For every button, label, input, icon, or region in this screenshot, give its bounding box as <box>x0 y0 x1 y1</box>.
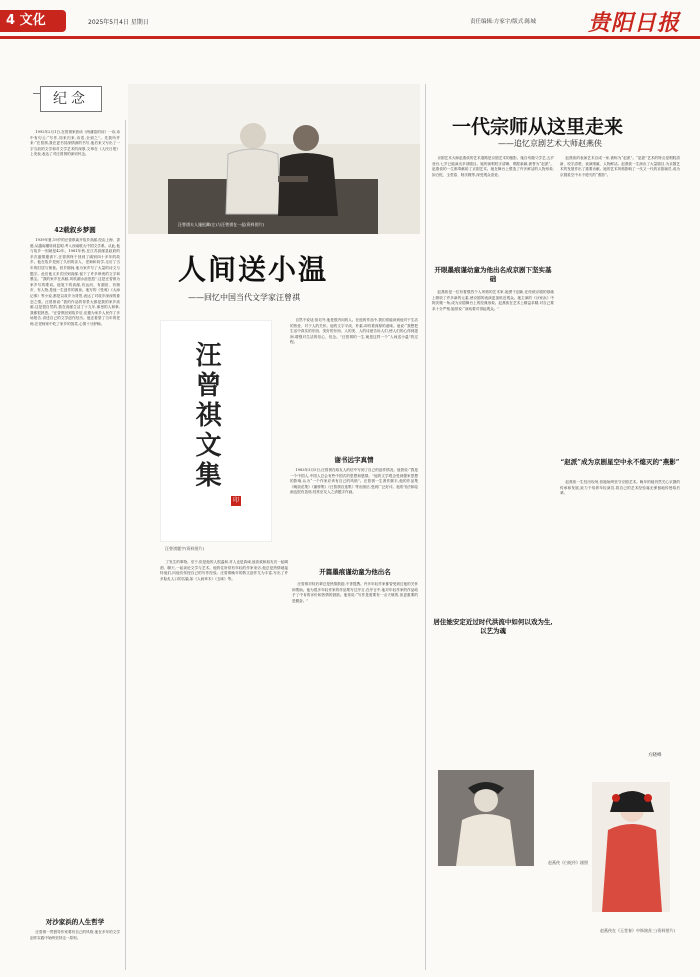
calligraphy-caption: 汪曾祺题字(资料图片) <box>165 546 205 551</box>
column-rule <box>125 120 126 970</box>
body-paragraph: 赵燕侠一生经历坎坷,但她始终坚守京剧艺术。晚年的她仍然关心京剧的传承和发展,致力于培养年轻演员,将自己的艺术经验毫无保留地传授给后辈。 <box>560 480 680 496</box>
couple-photo-illustration <box>128 84 420 234</box>
right-article-body-1 <box>432 156 554 260</box>
calligraphy-image <box>160 320 272 542</box>
opera-photo-2-illustration <box>592 782 670 912</box>
left-article-body <box>30 238 120 900</box>
page-number-badge: 4 文化 <box>0 10 66 32</box>
body-paragraph: 赵燕侠是一位有着强烈个人风格的艺术家,她勇于创新,在传统京剧的基础上吸收了许多新的元素,使京剧的表演更加贴近观众。她主演的《沙家浜》中阿庆嫂一角,成为京剧舞台上的经典形象。赵燕侠在艺术上精益求精,对自己要求十分严格,她常说:“演戏要对得起观众。” <box>432 290 554 311</box>
main-subtitle: ——回忆中国当代文学家汪曾祺 <box>188 293 300 302</box>
opera-photo-1 <box>438 770 534 866</box>
left-article-intro <box>30 130 120 225</box>
body-paragraph: 自然不说话;但另外,他是很内向的人。在他的作品中,我们常能读到他对于生活的热爱、对于人的关怀。他的文字平淡、朴素,却有着深厚的意味。他说:“我想把生活中真实的东西、美好的东西、人的美、人的诗意告诉人们,使人们的心得到滋润,增强对生活的信心、信念。”汪曾祺的一生,就是这样一个“人间送小温”的过程。 <box>290 318 418 345</box>
right-article-body-3 <box>560 156 680 456</box>
left-article-tail <box>30 930 120 970</box>
calligraphy-characters: 汪曾祺文集 <box>191 341 221 491</box>
right-subheading-3: “赵派”成为京剧星空中永不熄灭的“燕影” <box>560 458 680 466</box>
body-paragraph: 1939年夏,19岁的汪曾祺离开故乡高邮,经由上海、香港,从越南辗转到昆明,考入西南联大中国文学系。从此,他与故乡一别就是42年。1981年秋,在江苏高邮县政府的多次盛情邀请下,汪曾祺终于回到了阔别四十多年的故乡。他在故乡见到了久别的亲人、老师和同学,走访了当年的旧居与街巷。回乡期间,他为家乡写了大量的诗文与题字。此后他又多次回到高邮,留下了许多珍贵的文字和墨宝。“我的家乡在高邮,风吹湖水浪悠悠”,这是汪曾祺为家乡写的歌词。他笔下的高邮,有运河、有湖泊、有街市、有人物,是他一生创作的源泉。他写的《受戒》《大淖记事》等小说,都是以故乡为背景,表达了对故乡深深的眷恋之情。汪曾祺说:“我的作品的背景大都是我的家乡高邮,这是很自然的,我在高邮生活了十九年,那里的人和事,我都很熟悉。”汪曾祺回到故乡后,应邀为家乡人民作了多场报告,讲述自己的文学创作经历。他还看望了当年的老师,在老师家中吃了家乡的饭菜,心情十分舒畅。 <box>30 238 120 326</box>
right-article-title: 一代宗师从这里走来 <box>452 116 624 138</box>
mid-subheading-2: 开篇墨痕谨幼童为他出名 <box>319 568 391 576</box>
opera-photo-1-illustration <box>438 770 534 866</box>
right-article-body-2 <box>432 290 554 610</box>
page-header <box>0 0 700 40</box>
column-label-text: 纪念 <box>53 91 89 107</box>
couple-photo-caption: 汪曾祺夫人施松卿(左)与汪曾祺在一起(资料图片) <box>178 222 265 227</box>
mid-article-body <box>290 468 418 558</box>
right-article-subtitle: ——追忆京剧艺术大师赵燕侠 <box>498 139 602 148</box>
right-subheading-1: 开眼墨痕谨幼童为他出名成京剧下坚实基础 <box>434 266 552 283</box>
calligraphy-seal-stamp: 印 <box>232 497 239 504</box>
body-paragraph: 1983年3月5日,汪曾祺在给友人的信中写到了自己的创作情况。他曾说:“我是一个中国人,中国人总会有些中国式的思想和感情。”他的文学观念受到儒家思想的影响,认为“一个作家应该有自己的风格”。汪曾祺一生著作颇丰,他的作品集《晚饭花集》《蒲桥集》《汪曾祺自选集》等出版后,受到广泛好评。他的书法和绘画也很有造诣,经常应友人之请题字作画。 <box>290 468 418 495</box>
mid-article-top <box>290 318 418 448</box>
editor-credits: 责任编辑:方家宇/版式:陈城 <box>470 19 537 25</box>
couple-photo <box>128 84 420 234</box>
body-paragraph: 赵燕侠的表演艺术自成一家,被称为“赵派”。“赵派”艺术的特点是唱腔清新、咬字清楚、表演细腻、人物鲜活。赵燕侠一生演出了大量剧目,为京剧艺术的发展作出了重要贡献。她的艺术风格影响了一代又一代的京剧演员,成为京剧星空中永不熄灭的“燕影”。 <box>560 156 680 177</box>
main-title: 人间送小温 <box>178 253 329 286</box>
header-divider <box>0 36 700 39</box>
left-subheading-1: 42载叙乡梦圆 <box>54 226 96 234</box>
opera-photo-1-caption: 赵燕侠《白蛇传》剧照 <box>548 860 588 865</box>
column-rule <box>425 84 426 970</box>
left-subheading-2: 对沙家浜的人生哲学 <box>45 918 105 926</box>
mid-article-lower <box>160 560 288 970</box>
opera-photo-2 <box>592 782 670 912</box>
right-subheading-2: 居住她安定近过时代洪流中如何以戏为生,以艺为魂 <box>433 618 553 635</box>
right-article-author: 方晓峰 <box>648 753 662 758</box>
body-paragraph: 京剧艺术大师赵燕侠的艺术道路是京剧艺术的缩影。她自幼随父学艺,五岁登台,七岁已能演出多部剧目。她的演唱咬字清晰、唱腔新颖,被誉为“赵派”。赵燕侠的一生都奉献给了京剧艺术。她在舞台上塑造了许多鲜活的人物形象,如白蛇、玉堂春、阿庆嫂等,深受观众喜爱。 <box>432 156 554 177</box>
opera-photo-2-caption: 赵燕侠在《玉堂春》中饰演苏三(资料图片) <box>600 928 676 933</box>
newspaper-masthead: 贵阳日报 <box>588 10 681 36</box>
mid-article-continued <box>292 582 418 970</box>
issue-date: 2025年5月4日 星期日 <box>88 19 149 26</box>
body-paragraph: 汪曾祺对待后辈总是热情鼓励,不吝提携。许多年轻作家都曾受到过他的关怀和帮助。他为很多年轻作家的作品集写过序言,在序言中,他对年轻作家的作品给予了中肯的评价和热情的鼓励。他常说:“写作是需要有一点天赋的,但更重要的是勤奋。” <box>292 582 418 603</box>
right-article-body-4 <box>560 480 680 750</box>
body-paragraph: 汪曾祺一贯倡导作家要有自己的风格,他在多年的文学创作实践中始终坚持这一原则。 <box>30 930 120 940</box>
intro-paragraph: 1992年2月1日,在曾祺家获读《两蒲卷的诗》一诗,诗中有句云:“写作,同来归来,诗语,全到之”。先我所并来:“在曾祺,我在更书其深情深的书写,他后来又写出了一字当前的文学和对文学艺术的深厚,文章在《人民日报》上发表,表达了对汪曾祺的深切怀念。 <box>30 130 120 157</box>
mid-subheading: 谢书远字真情 <box>334 456 374 464</box>
column-label <box>40 86 102 112</box>
body-paragraph: 了发生的事物。至于,但是他的人很温和,对人也是真诚,他喜欢和朋友们一起喝酒、聊天,一起谈论文学与艺术。他的住所常有年轻的作家来访,他总是热情地接待他们,向他们传授自己的写作经验。汪曾祺晚年的散文创作尤为丰富,写出了许多脍炙人口的名篇,如《人间草木》《五味》等。 <box>160 560 288 581</box>
